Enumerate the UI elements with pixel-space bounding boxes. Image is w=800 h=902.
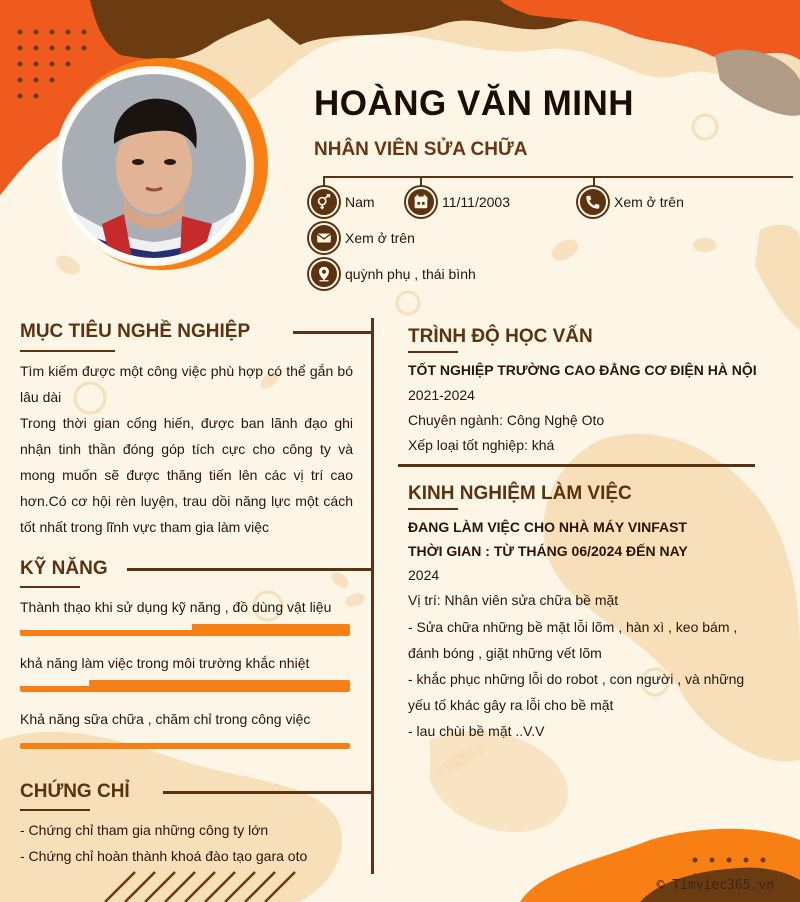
experience-detail: - lau chùi bề mặt ..V.V: [408, 723, 545, 739]
phone-text: Xem ở trên: [614, 194, 684, 210]
education-school: TỐT NGHIỆP TRƯỜNG CAO ĐẲNG CƠ ĐIỆN HÀ NỘI: [408, 362, 757, 378]
skill-label: khả năng làm việc trong môi trường khắc nhiệt: [20, 655, 310, 671]
watermark: © Timviec365.vn: [656, 878, 774, 893]
experience-heading: KINH NGHIỆM LÀM VIỆC: [408, 483, 632, 504]
candidate-name: HOÀNG VĂN MINH: [314, 84, 635, 123]
birthday-text: 11/11/2003: [442, 194, 510, 210]
skill-bar: [20, 743, 350, 749]
education-major: Chuyên ngành: Công Nghệ Oto: [408, 412, 605, 428]
experience-position: Vị trí: Nhân viên sửa chữa bề mặt: [408, 592, 619, 608]
location-pin-icon: [309, 259, 339, 289]
education-years: 2021-2024: [408, 387, 475, 403]
experience-year: 2024: [408, 567, 440, 583]
section-divider: [398, 464, 755, 467]
education-rank: Xếp loại tốt nghiệp: khá: [408, 437, 555, 453]
calendar-icon: [406, 187, 436, 217]
email-icon: [309, 223, 339, 253]
skill-bar: [20, 624, 350, 636]
experience-detail: - khắc phục những lỗi do robot , con người , và những yếu tố khác gây ra lỗi cho bề mặt: [408, 671, 745, 713]
certificate-item: - Chứng chỉ hoàn thành khoá đào tạo gara oto: [20, 848, 308, 864]
gender-icon: [309, 187, 339, 217]
avatar: [62, 74, 246, 258]
education-heading: TRÌNH ĐỘ HỌC VẤN: [408, 326, 593, 347]
certificate-item: - Chứng chỉ tham gia những công ty lớn: [20, 822, 269, 838]
skills-heading: KỸ NĂNG: [20, 558, 108, 579]
objective-text-2: Trong thời gian cống hiến, được ban lãnh đạo ghi nhận tinh thần đóng góp tích cực cho công ty và mong muốn sẽ được thăng tiến lên các vị trí cao hơn.Có cơ hội rèn luyện, trau dồi năng lực một cách tốt nhất trong lĩnh vực tham gia làm việc: [20, 415, 353, 535]
contact-address: [309, 259, 476, 289]
contact-phone: [578, 187, 684, 217]
experience-company: ĐANG LÀM VIỆC CHO NHÀ MÁY VINFAST: [408, 519, 687, 535]
contact-email: [309, 223, 415, 253]
gender-text: Nam: [345, 194, 375, 210]
certificates-heading: CHỨNG CHỈ: [20, 781, 130, 802]
contact-gender: [309, 187, 375, 217]
objective-heading: MỤC TIÊU NGHỀ NGHIỆP: [20, 321, 251, 342]
avatar-frame: [50, 62, 260, 272]
experience-detail: - Sửa chữa những bề mặt lỗi lõm , hàn xì , keo bám , đánh bóng , giặt những vết lõm: [408, 619, 738, 661]
contact-birthday: [406, 187, 510, 217]
skill-label: Khả năng sữa chữa , chăm chỉ trong công việc: [20, 711, 311, 727]
skill-label: Thành thạo khi sử dụng kỹ năng , đồ dùng vật liệu: [20, 599, 332, 615]
address-text: quỳnh phụ , thái bình: [345, 266, 476, 282]
objective-text-1: Tìm kiếm được một công việc phù hợp có thể gắn bó lâu dài: [20, 363, 353, 405]
phone-icon: [578, 187, 608, 217]
job-title: NHÂN VIÊN SỬA CHỮA: [314, 139, 528, 160]
title-divider: [323, 176, 793, 178]
email-text: Xem ở trên: [345, 230, 415, 246]
experience-period: THỜI GIAN : TỪ THÁNG 06/2024 ĐẾN NAY: [408, 543, 688, 559]
skill-bar: [20, 680, 350, 692]
